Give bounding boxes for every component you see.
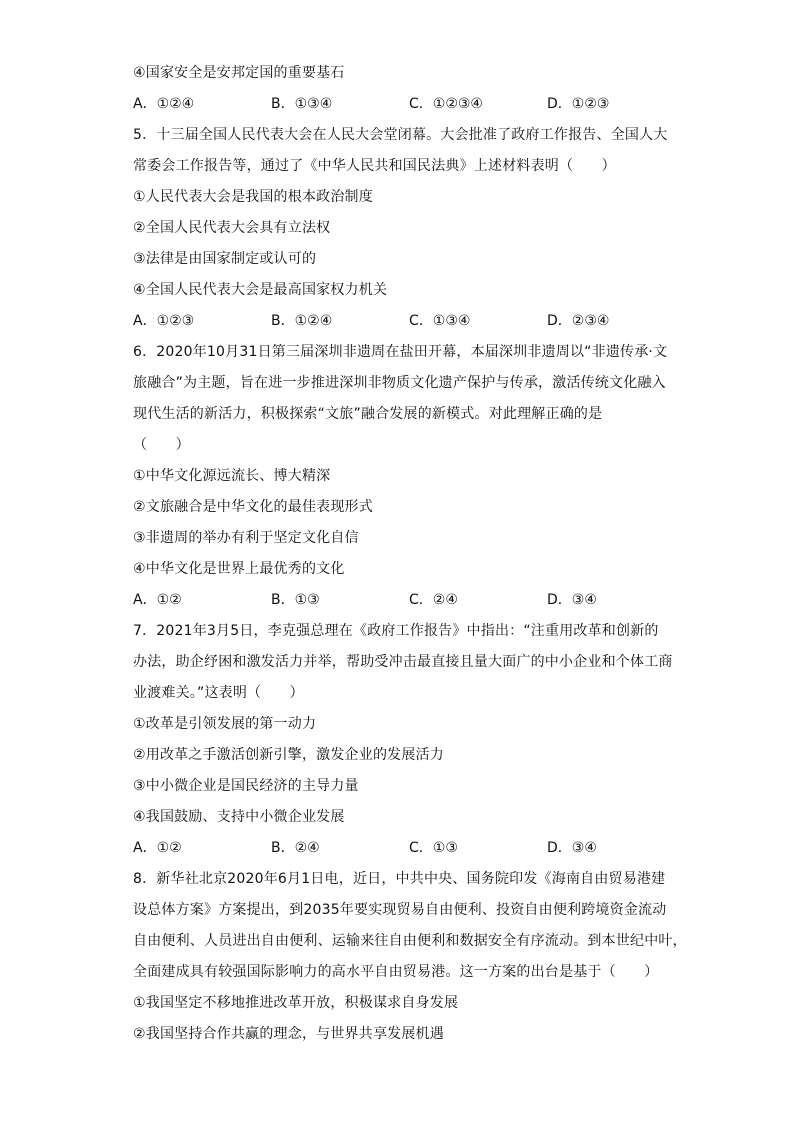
q6-stem-line-4: （ ） (133, 437, 190, 453)
q6-statement-2: ②文旅融合是中华文化的最佳表现形式 (133, 499, 373, 515)
q5-stem-line-1: 5．十三届全国人民代表大会在人民大会堂闭幕。大会批准了政府工作报告、全国人大 (133, 127, 668, 143)
q7-choice-b[interactable]: B．②④ (271, 840, 320, 856)
q5-statement-3: ③法律是由国家制定或认可的 (133, 251, 317, 267)
q5-choice-d[interactable]: D．②③④ (547, 313, 610, 329)
q7-statement-2: ②用改革之手激活创新引擎，激发企业的发展活力 (133, 747, 444, 763)
q4-choice-b[interactable]: B．①③④ (271, 96, 333, 112)
q6-stem-line-1: 6．2020年10月31日第三届深圳非遗周在盐田开幕，本届深圳非遗周以“非遗传承·文 (133, 344, 668, 360)
q4-choice-c[interactable]: C．①②③④ (409, 96, 483, 112)
q8-statement-2: ②我国坚持合作共赢的理念，与世界共享发展机遇 (133, 1026, 444, 1042)
q7-choice-c[interactable]: C．①③ (409, 840, 458, 856)
q6-choice-c[interactable]: C．②④ (409, 592, 458, 608)
q8-statement-1: ①我国坚定不移地推进改革开放，积极谋求自身发展 (133, 995, 459, 1011)
q5-choice-a[interactable]: A．①②③ (133, 313, 195, 329)
q7-choice-a[interactable]: A．①② (133, 840, 182, 856)
q6-choices (133, 589, 663, 620)
q4-choice-d[interactable]: D．①②③ (547, 96, 610, 112)
q8-stem-line-1: 8．新华社北京2020年6月1日电，近日，中共中央、国务院印发《海南自由贸易港建 (133, 871, 666, 887)
q5-stem-line-2: 常委会工作报告等，通过了《中华人民共和国民法典》上述材料表明（ ） (133, 158, 616, 174)
document-page (133, 62, 687, 1054)
q7-choices (133, 837, 663, 868)
q6-choice-b[interactable]: B．①③ (271, 592, 320, 608)
q7-choice-d[interactable]: D．③④ (547, 840, 597, 856)
q7-statement-1: ①改革是引领发展的第一动力 (133, 716, 317, 732)
q6-choice-a[interactable]: A．①② (133, 592, 182, 608)
q4-choices (133, 93, 663, 124)
q7-statement-3: ③中小微企业是国民经济的主导力量 (133, 778, 359, 794)
q6-choice-d[interactable]: D．③④ (547, 592, 597, 608)
q7-stem-line-1: 7．2021年3月5日，李克强总理在《政府工作报告》中指出：“注重用改革和创新的 (133, 623, 659, 639)
q6-statement-3: ③非遗周的举办有利于坚定文化自信 (133, 530, 359, 546)
q5-statement-2: ②全国人民代表大会具有立法权 (133, 220, 331, 236)
q6-stem-line-2: 旅融合”为主题，旨在进一步推进深圳非物质文化遗产保护与传承，激活传统文化融入 (133, 375, 666, 391)
q7-statement-4: ④我国鼓励、支持中小微企业发展 (133, 809, 345, 825)
q5-choice-b[interactable]: B．①②④ (271, 313, 333, 329)
q5-statement-1: ①人民代表大会是我国的根本政治制度 (133, 189, 373, 205)
q4-statement-4: ④国家安全是安邦定国的重要基石 (133, 65, 345, 81)
q4-choice-a[interactable]: A．①②④ (133, 96, 195, 112)
q8-stem-line-3: 自由便利、人员进出自由便利、运输来往自由便利和数据安全有序流动。到本世纪中叶， (133, 933, 687, 949)
q7-stem-line-3: 业渡难关。”这表明（ ） (133, 685, 304, 701)
q6-statement-1: ①中华文化源远流长、博大精深 (133, 468, 331, 484)
q8-stem-line-4: 全面建成具有较强国际影响力的高水平自由贸易港。这一方案的出台是基于（ ） (133, 964, 659, 980)
q5-statement-4: ④全国人民代表大会是最高国家权力机关 (133, 282, 388, 298)
q7-stem-line-2: 办法，助企纾困和激发活力并举，帮助受冲击最直接且量大面广的中小企业和个体工商 (133, 654, 673, 670)
q8-stem-line-2: 设总体方案》方案提出，到2035年要实现贸易自由便利、投资自由便利跨境资金流动 (133, 902, 667, 918)
q6-statement-4: ④中华文化是世界上最优秀的文化 (133, 561, 345, 577)
q6-stem-line-3: 现代生活的新活力，积极探索“文旅”融合发展的新模式。对此理解正确的是 (133, 406, 603, 422)
q5-choice-c[interactable]: C．①③④ (409, 313, 471, 329)
q5-choices (133, 310, 663, 341)
